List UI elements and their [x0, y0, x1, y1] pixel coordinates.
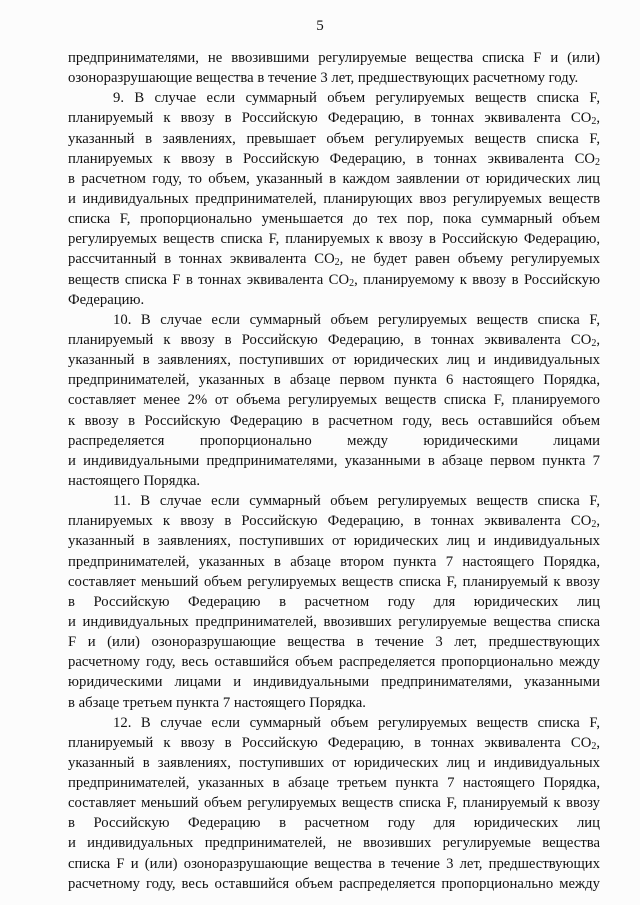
- text-line: планируемый к ввозу в Российскую Федерацию, в тоннах эквивалента $CO_2$,: [68, 110, 600, 128]
- text-line: 9. В случае если суммарный объем регулируемых веществ списка F,: [113, 90, 600, 107]
- text-line: указанный в заявлениях, поступивших от юридических лиц и индивидуальных: [68, 533, 600, 550]
- text-line: в Российскую Федерацию в расчетном году для юридических лиц: [68, 593, 600, 610]
- text-line: 10. В случае если суммарный объем регулируемых веществ списка F,: [113, 311, 600, 328]
- text-line: составляет менее 2% от объема регулируемых веществ списка F, планируемого: [68, 392, 600, 409]
- text-line: настоящего Порядка.: [68, 472, 201, 489]
- text-line: планируемый к ввозу в Российскую Федерацию, в тоннах эквивалента $CO_2$,: [68, 734, 600, 752]
- text-line: списка F, пропорционально уменьшается до тех пор, пока суммарный объем: [68, 211, 600, 228]
- body-text: [68, 50, 600, 893]
- text-line: предпринимателей, указанных в абзаце первом пункта 6 настоящего Порядка,: [68, 372, 600, 389]
- text-line: предпринимателями, не ввозившими регулируемые вещества списка F и (или): [68, 50, 600, 66]
- text-line: юридическими лицами и индивидуальными предпринимателями, указанными: [68, 674, 600, 691]
- text-line: и индивидуальных предпринимателей, ввозивших регулируемые вещества списка: [68, 613, 600, 630]
- text-line: к ввозу в Российскую Федерацию в расчетном году, весь оставшийся объем: [68, 412, 600, 429]
- text-line: и индивидуальных предпринимателей, планирующих ввоз регулируемых веществ: [68, 190, 600, 207]
- text-line: в абзаце третьем пункта 7 настоящего Порядка.: [68, 694, 366, 711]
- text-line: списка F и (или) озоноразрушающие вещества в течение 3 лет, предшествующих: [68, 855, 600, 872]
- text-line: расчетному году, весь оставшийся объем распределяется пропорционально между: [68, 654, 600, 671]
- text-line: в Российскую Федерацию в расчетном году для юридических лиц: [68, 815, 600, 832]
- text-line: рассчитанный в тоннах эквивалента $CO_2$, не будет равен объему регулируемых: [68, 251, 600, 269]
- text-line: распределяется пропорционально между юридическими лицами: [68, 432, 600, 449]
- text-line: указанный в заявлениях, поступивших от юридических лиц и индивидуальных: [68, 352, 600, 369]
- text-line: 11. В случае если суммарный объем регулируемых веществ списка F,: [113, 493, 600, 510]
- text-line: расчетному году, весь оставшийся объем распределяется пропорционально между: [68, 875, 600, 892]
- text-line: планируемых к ввозу в Российскую Федерацию, в тоннах эквивалента $CO_2$,: [68, 513, 600, 531]
- text-line: указанный в заявлениях, превышает объем регулируемых веществ списка F,: [68, 130, 600, 147]
- text-line: Федерацию.: [68, 291, 145, 308]
- text-line: планируемых к ввозу в Российскую Федерацию, в тоннах эквивалента $CO_2$: [68, 150, 600, 168]
- text-line: предпринимателей, указанных в абзаце третьем пункта 7 настоящего Порядка,: [68, 775, 600, 792]
- page-number: 5: [316, 18, 324, 34]
- text-line: и индивидуальными предпринимателями, указанными в абзаце первом пункта 7: [68, 452, 600, 469]
- text-line: предпринимателей, указанных в абзаце втором пункта 7 настоящего Порядка,: [68, 553, 600, 570]
- text-line: озоноразрушающие вещества в течение 3 лет, предшествующих расчетному году.: [68, 70, 579, 87]
- text-line: составляет меньший объем регулируемых веществ списка F, планируемый к ввозу: [68, 795, 600, 812]
- text-line: веществ списка F в тоннах эквивалента $CO_2$, планируемому к ввозу в Российскую: [68, 271, 600, 289]
- text-line: указанный в заявлениях, поступивших от юридических лиц и индивидуальных: [68, 754, 600, 771]
- text-line: и индивидуальных предпринимателей, не ввозивших регулируемые вещества: [68, 835, 600, 852]
- text-line: составляет меньший объем регулируемых веществ списка F, планируемый к ввозу: [68, 573, 600, 590]
- text-line: в расчетном году, то объем, указанный в каждом заявлении от юридических лиц: [68, 170, 600, 187]
- text-line: регулируемых веществ списка F, планируемых к ввозу в Российскую Федерацию,: [68, 231, 600, 248]
- text-line: F и (или) озоноразрушающие вещества в течение 3 лет, предшествующих: [68, 634, 600, 651]
- text-line: 12. В случае если суммарный объем регулируемых веществ списка F,: [113, 714, 600, 731]
- text-line: планируемый к ввозу в Российскую Федерацию, в тоннах эквивалента $CO_2$,: [68, 331, 600, 349]
